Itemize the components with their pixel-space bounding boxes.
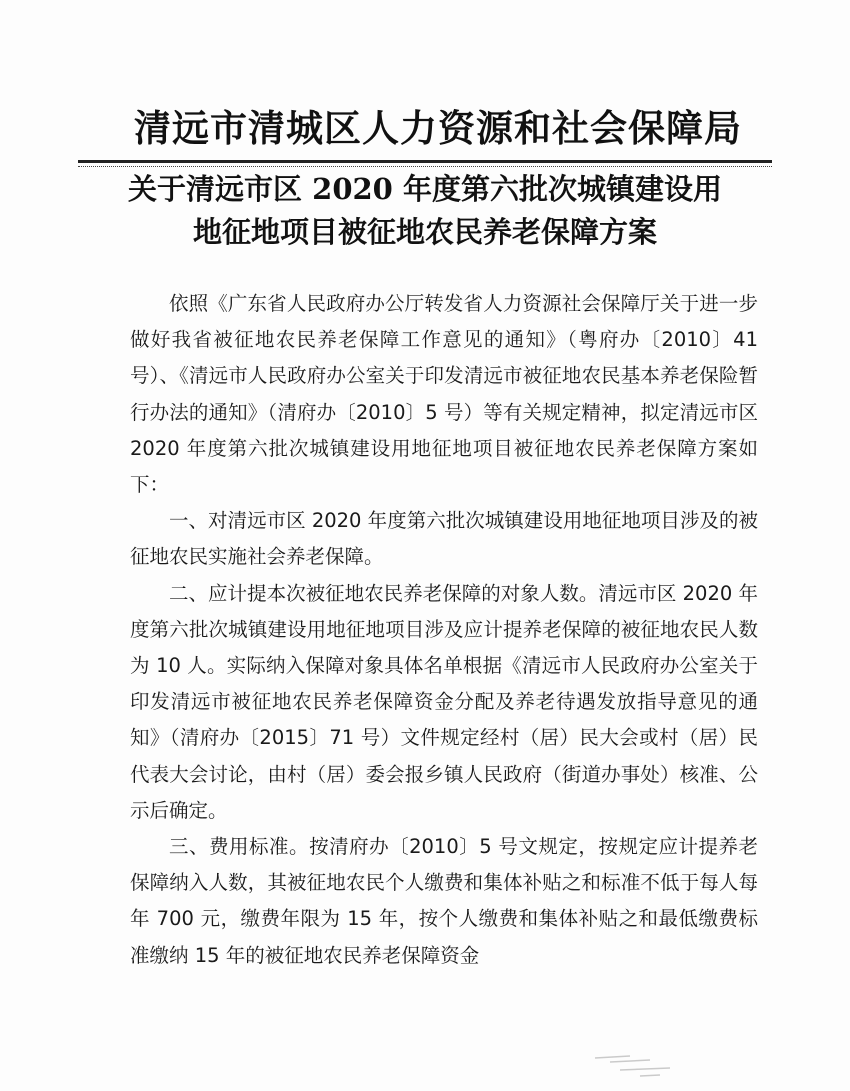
paragraph-basis: 依照《广东省人民政府办公厅转发省人力资源社会保障厅关于进一步做好我省被征地农民养老保障工作意见的通知》（粤府办〔2010〕41 号）、《清远市人民政府办公室关于印发清远市被征地农民基本养老保险暂行办法的通知》（清府办〔2010〕5 号）等有关规定精神，拟定清远市区 2020 年度第六批次城镇建设用地征地项目被征地农民养老保障方案如下： (130, 292, 758, 497)
document-title (60, 168, 790, 254)
header-divider (78, 160, 772, 163)
scan-artifact-mark (590, 1048, 680, 1084)
paragraph-item-2: 二、应计提本次被征地农民养老保障的对象人数。清远市区 2020 年度第六批次城镇建设用地征地项目涉及应计提养老保障的被征地农民人数为 10 人。实际纳入保障对象具体名单根据《清远市人民政府办公室关于印发清远市被征地农民养老保障资金分配及养老待遇发放指导意见的通知》（清府办〔2015〕71 号）文件规定经村（居）民大会或村（居）民代表大会讨论，由村（居）委会报乡镇人民政府（街道办事处）核准、公示后确定。 (130, 581, 758, 822)
paragraph-item-3: 三、费用标准。按清府办〔2010〕5 号文规定，按规定应计提养老保障纳入人数，其被征地农民个人缴费和集体补贴之和标准不低于每人每年 700 元，缴费年限为 15 年，按个人缴费和集体补贴之和最低缴费标准缴纳 15 年的被征地农民养老保障资金 (130, 835, 758, 967)
document-title-line-2: 地征地项目被征地农民养老保障方案 (192, 215, 657, 249)
document-title-line-1: 关于清远市区 2020 年度第六批次城镇建设用 (128, 172, 722, 206)
agency-header: 清远市清城区人力资源和社会保障局 (134, 106, 742, 150)
paragraph-item-1: 一、对清远市区 2020 年度第六批次城镇建设用地征地项目涉及的被征地农民实施社会养老保障。 (130, 509, 758, 569)
header-divider-dotted (78, 166, 772, 167)
document-body (130, 286, 758, 974)
